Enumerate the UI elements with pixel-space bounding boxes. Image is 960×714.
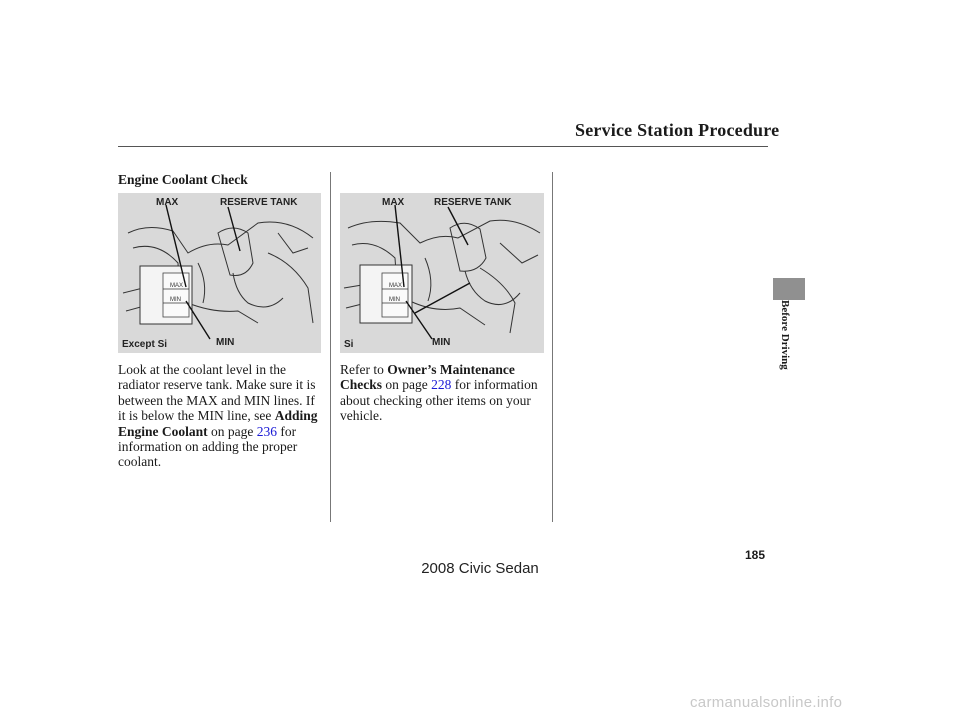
footer-model: 2008 Civic Sedan xyxy=(421,560,539,577)
engine-bay-illustration-except-si xyxy=(118,193,321,353)
max-label: MAX xyxy=(156,197,179,208)
owners-maintenance-reference: Checks xyxy=(340,377,383,393)
scale-max-text: MAX xyxy=(170,283,184,289)
min-label: MIN xyxy=(216,337,235,348)
page-title: Service Station Procedure xyxy=(575,120,780,140)
right-body-text xyxy=(340,362,550,424)
variant-label: Si xyxy=(344,339,354,350)
section-tab-marker xyxy=(773,278,805,300)
text-line: Look at the coolant level in the xyxy=(118,362,286,377)
text-line: coolant. xyxy=(118,454,162,470)
text-line: about checking other items on your xyxy=(340,392,531,408)
text-line: radiator reserve tank. Make sure it is xyxy=(118,377,316,393)
engine-bay-illustration-si xyxy=(340,193,544,353)
variant-label: Except Si xyxy=(122,339,168,350)
watermark: carmanualsonline.info xyxy=(690,694,843,711)
text-line xyxy=(340,377,550,392)
text-run: on page xyxy=(211,423,254,439)
owners-maintenance-reference: Owner’s Maintenance xyxy=(387,362,515,377)
adding-coolant-reference: Adding xyxy=(274,408,318,424)
figure-coolant-si xyxy=(340,193,544,353)
figure-coolant-except-si xyxy=(118,193,321,353)
text-line: between the MAX and MIN lines. If xyxy=(118,392,315,408)
page-number: 185 xyxy=(745,548,766,562)
text-run: for xyxy=(280,423,297,439)
scale-min-text: MIN xyxy=(389,297,400,303)
column-divider-left xyxy=(330,172,331,522)
max-label: MAX xyxy=(382,197,405,208)
text-line: information on adding the proper xyxy=(118,439,298,455)
text-run: Refer to xyxy=(340,362,384,377)
text-line: vehicle. xyxy=(340,408,383,424)
text-line xyxy=(118,408,328,423)
section-tab-label xyxy=(779,300,791,420)
left-body-text xyxy=(118,362,328,470)
header-divider xyxy=(118,146,768,147)
scale-min-text: MIN xyxy=(170,297,181,303)
text-run: for information xyxy=(454,377,538,393)
column-divider-right xyxy=(552,172,553,522)
page-link-236[interactable]: 236 xyxy=(256,423,278,439)
text-run: on page xyxy=(385,377,428,393)
page-link-228[interactable]: 228 xyxy=(431,377,452,393)
section-tab-text: Before Driving xyxy=(779,300,791,370)
text-run: it is below the MIN line, see xyxy=(118,408,272,424)
scale-max-text: MAX xyxy=(389,283,403,289)
reserve-tank-label: RESERVE TANK xyxy=(220,197,298,208)
adding-coolant-reference: Engine Coolant xyxy=(118,423,208,439)
section-heading: Engine Coolant Check xyxy=(118,172,248,187)
min-label: MIN xyxy=(432,337,451,348)
reserve-tank-label: RESERVE TANK xyxy=(434,197,512,208)
text-line xyxy=(118,424,328,439)
text-line xyxy=(340,362,550,377)
